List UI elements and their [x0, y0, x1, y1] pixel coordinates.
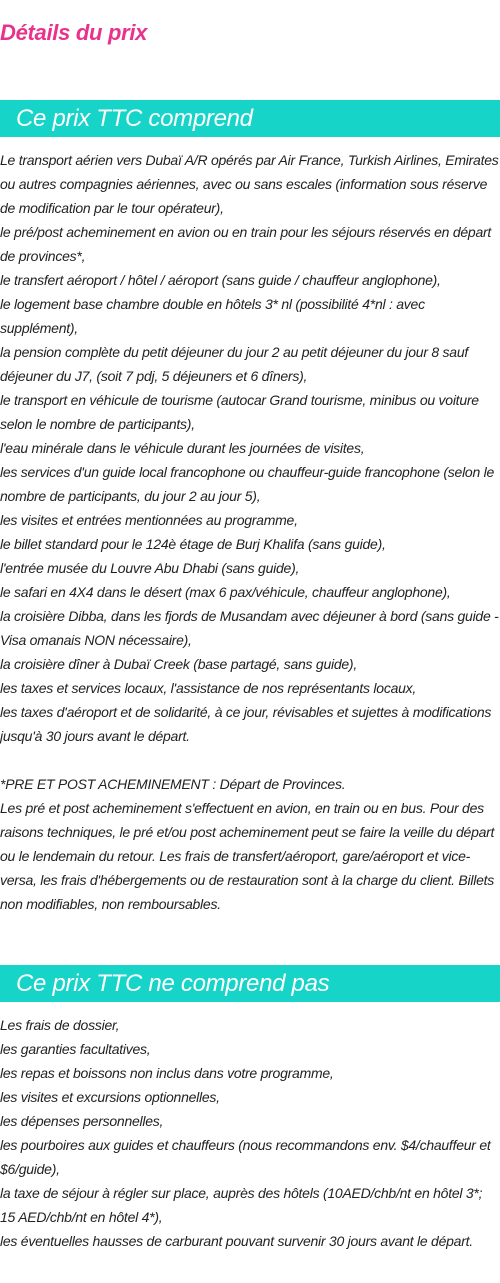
excluded-section-heading: Ce prix TTC ne comprend pas: [0, 965, 500, 1002]
excluded-item: les dépenses personnelles,: [0, 1113, 164, 1129]
excluded-item: Les frais de dossier,: [0, 1017, 120, 1033]
excluded-list: [0, 1013, 500, 1253]
included-item: le pré/post acheminement en avion ou en train pour les séjours réservés en départ de provinces*,: [0, 224, 492, 264]
excluded-item: les garanties facultatives,: [0, 1041, 151, 1057]
included-item: les visites et entrées mentionnées au programme,: [0, 512, 298, 528]
included-list: [0, 148, 500, 748]
excluded-item: les pourboires aux guides et chauffeurs (nous recommandons env. $4/chauffeur et $6/guide),: [0, 1137, 491, 1177]
pre-post-note: [0, 772, 500, 916]
included-item: le transfert aéroport / hôtel / aéroport (sans guide / chauffeur anglophone),: [0, 272, 441, 288]
included-item: la pension complète du petit déjeuner du jour 2 au petit déjeuner du jour 8 sauf déjeuner du J7, (soit 7 pdj, 5 déjeuners et 6 dîners),: [0, 344, 469, 384]
included-section-heading: Ce prix TTC comprend: [0, 100, 500, 137]
included-item: les taxes d'aéroport et de solidarité, à ce jour, révisables et sujettes à modifications jusqu'à 30 jours avant le départ.: [0, 704, 492, 744]
excluded-item: les repas et boissons non inclus dans votre programme,: [0, 1065, 334, 1081]
included-item: le logement base chambre double en hôtels 3* nl (possibilité 4*nl : avec supplément),: [0, 296, 425, 336]
included-item: l'eau minérale dans le véhicule durant les journées de visites,: [0, 440, 365, 456]
included-item: l'entrée musée du Louvre Abu Dhabi (sans guide),: [0, 560, 300, 576]
excluded-item: les éventuelles hausses de carburant pouvant survenir 30 jours avant le départ.: [0, 1233, 473, 1249]
included-item: le safari en 4X4 dans le désert (max 6 pax/véhicule, chauffeur anglophone),: [0, 584, 451, 600]
included-item: la croisière Dibba, dans les fjords de Musandam avec déjeuner à bord (sans guide - Visa omanais NON nécessaire),: [0, 608, 499, 648]
included-item: le transport en véhicule de tourisme (autocar Grand tourisme, minibus ou voiture selon le nombre de participants),: [0, 392, 479, 432]
page-title: Détails du prix: [0, 20, 148, 45]
excluded-item: la taxe de séjour à régler sur place, auprès des hôtels (10AED/chb/nt en hôtel 3*; 15 AED/chb/nt en hôtel 4*),: [0, 1185, 483, 1225]
note-body: Les pré et post acheminement s'effectuent en avion, en train ou en bus. Pour des raisons techniques, le pré et/ou post acheminement peut se faire la veille du départ ou le lendemain du retour. Les frais de transfert/aéroport, gare/aéroport et vice-versa, les frais d'hébergements ou de restauration sont à la charge du client. Billets non modifiables, non remboursables.: [0, 800, 495, 912]
included-item: les taxes et services locaux, l'assistance de nos représentants locaux,: [0, 680, 417, 696]
included-item: le billet standard pour le 124è étage de Burj Khalifa (sans guide),: [0, 536, 386, 552]
note-title: *PRE ET POST ACHEMINEMENT : Départ de Provinces.: [0, 776, 346, 792]
included-item: la croisière dîner à Dubaï Creek (base partagé, sans guide),: [0, 656, 357, 672]
excluded-item: les visites et excursions optionnelles,: [0, 1089, 220, 1105]
included-item: Le transport aérien vers Dubaï A/R opérés par Air France, Turkish Airlines, Emirates ou autres compagnies aériennes, avec ou sans escales (information sous réserve de modification par le tour opérateur),: [0, 152, 499, 216]
included-item: les services d'un guide local francophone ou chauffeur-guide francophone (selon le nombre de participants, du jour 2 au jour 5),: [0, 464, 495, 504]
